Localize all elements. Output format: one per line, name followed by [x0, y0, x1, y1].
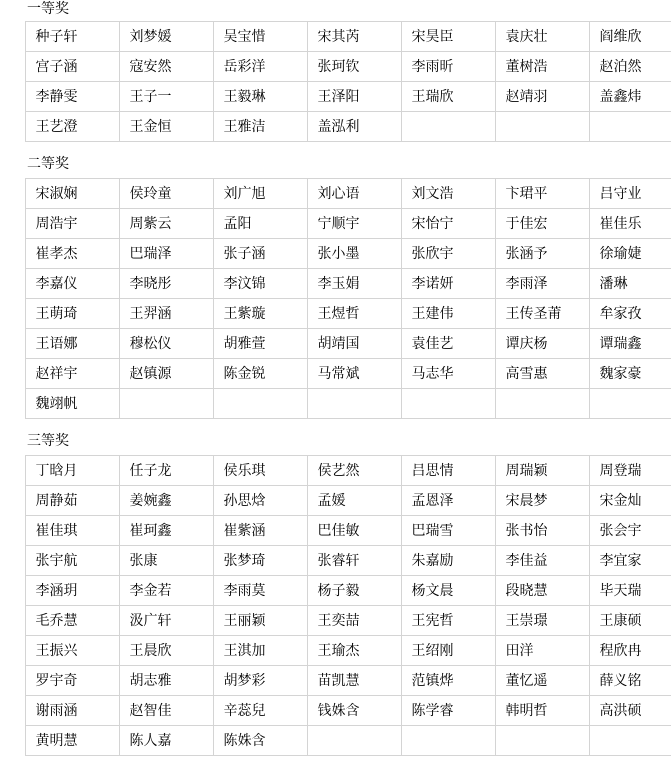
student-name-cell: 周浩宇 — [25, 209, 119, 239]
student-name-cell: 辛蕊兒 — [213, 696, 307, 726]
student-name-cell: 王子一 — [119, 82, 213, 112]
student-name-cell: 宋晨梦 — [495, 486, 589, 516]
student-name-cell: 张宇航 — [25, 546, 119, 576]
table-row — [0, 486, 671, 516]
student-name-cell: 陈金锐 — [213, 359, 307, 389]
table-row — [0, 112, 671, 142]
student-name-cell: 宁顺宇 — [307, 209, 401, 239]
row-indent — [0, 22, 25, 52]
table-row — [0, 389, 671, 419]
student-name-cell: 毛乔慧 — [25, 606, 119, 636]
student-name-cell: 侯艺然 — [307, 456, 401, 486]
student-name-cell: 高雪惠 — [495, 359, 589, 389]
table-row — [0, 209, 671, 239]
student-name-cell: 宋怡宁 — [401, 209, 495, 239]
student-name-cell: 孟媛 — [307, 486, 401, 516]
award-table — [0, 455, 671, 756]
student-name-cell: 王萌琦 — [25, 299, 119, 329]
award-table — [0, 178, 671, 419]
student-name-cell: 刘梦媛 — [119, 22, 213, 52]
student-name-cell: 王瑜杰 — [307, 636, 401, 666]
row-indent — [0, 359, 25, 389]
student-name-cell: 周静茹 — [25, 486, 119, 516]
student-name-cell: 胡雅萱 — [213, 329, 307, 359]
student-name-cell: 巴瑞雪 — [401, 516, 495, 546]
student-name-cell: 于佳宏 — [495, 209, 589, 239]
row-indent — [0, 52, 25, 82]
table-row — [0, 329, 671, 359]
student-name-cell — [495, 389, 589, 419]
student-name-cell: 吴宝惜 — [213, 22, 307, 52]
student-name-cell: 毕天瑞 — [589, 576, 671, 606]
section-title: 三等奖 — [27, 433, 69, 449]
student-name-cell: 卞珺平 — [495, 179, 589, 209]
student-name-cell: 陈人嘉 — [119, 726, 213, 756]
student-name-cell: 巴瑞泽 — [119, 239, 213, 269]
table-row — [0, 359, 671, 389]
row-indent — [0, 239, 25, 269]
table-row — [0, 576, 671, 606]
student-name-cell: 姜婉鑫 — [119, 486, 213, 516]
student-name-cell — [213, 389, 307, 419]
student-name-cell: 王瑞欣 — [401, 82, 495, 112]
student-name-cell: 高洪硕 — [589, 696, 671, 726]
student-name-cell: 李雨莫 — [213, 576, 307, 606]
student-name-cell: 穆松仪 — [119, 329, 213, 359]
student-name-cell: 马常斌 — [307, 359, 401, 389]
student-name-cell: 牟家孜 — [589, 299, 671, 329]
student-name-cell: 王崇璟 — [495, 606, 589, 636]
student-name-cell: 范镇烨 — [401, 666, 495, 696]
student-name-cell: 胡志雅 — [119, 666, 213, 696]
student-name-cell: 张梦琦 — [213, 546, 307, 576]
student-name-cell: 孟阳 — [213, 209, 307, 239]
student-name-cell: 张子涵 — [213, 239, 307, 269]
student-name-cell: 李宜家 — [589, 546, 671, 576]
student-name-cell: 宋其芮 — [307, 22, 401, 52]
student-name-cell — [589, 112, 671, 142]
student-name-cell: 王康硕 — [589, 606, 671, 636]
student-name-cell: 吕守业 — [589, 179, 671, 209]
student-name-cell: 王金恒 — [119, 112, 213, 142]
student-name-cell: 孟恩泽 — [401, 486, 495, 516]
student-name-cell: 王紫璇 — [213, 299, 307, 329]
table-row — [0, 82, 671, 112]
student-name-cell: 谭瑞鑫 — [589, 329, 671, 359]
student-name-cell: 周登瑞 — [589, 456, 671, 486]
student-name-cell: 袁庆壮 — [495, 22, 589, 52]
student-name-cell: 丁晗月 — [25, 456, 119, 486]
student-name-cell: 李玉娟 — [307, 269, 401, 299]
student-name-cell: 盖泓利 — [307, 112, 401, 142]
student-name-cell: 程欣冉 — [589, 636, 671, 666]
student-name-cell: 崔佳琪 — [25, 516, 119, 546]
student-name-cell: 董忆遥 — [495, 666, 589, 696]
student-name-cell: 王建伟 — [401, 299, 495, 329]
student-name-cell — [307, 726, 401, 756]
student-name-cell: 宋金灿 — [589, 486, 671, 516]
row-indent — [0, 329, 25, 359]
student-name-cell: 张康 — [119, 546, 213, 576]
student-name-cell: 马志华 — [401, 359, 495, 389]
student-name-cell: 刘心语 — [307, 179, 401, 209]
student-name-cell: 张涵予 — [495, 239, 589, 269]
row-indent — [0, 666, 25, 696]
student-name-cell: 陈学睿 — [401, 696, 495, 726]
student-name-cell: 崔孝杰 — [25, 239, 119, 269]
row-indent — [0, 456, 25, 486]
student-name-cell: 王煜哲 — [307, 299, 401, 329]
student-name-cell: 李汶锦 — [213, 269, 307, 299]
student-name-cell: 李雨泽 — [495, 269, 589, 299]
student-name-cell: 罗宇奇 — [25, 666, 119, 696]
student-name-cell: 张欣宇 — [401, 239, 495, 269]
student-name-cell: 王泽阳 — [307, 82, 401, 112]
student-name-cell: 孙思焓 — [213, 486, 307, 516]
student-name-cell: 侯玲童 — [119, 179, 213, 209]
row-indent — [0, 269, 25, 299]
section-title: 二等奖 — [27, 156, 69, 172]
student-name-cell: 段晓慧 — [495, 576, 589, 606]
student-name-cell: 王雅洁 — [213, 112, 307, 142]
row-indent — [0, 606, 25, 636]
student-name-cell: 李雨昕 — [401, 52, 495, 82]
row-indent — [0, 726, 25, 756]
student-name-cell: 王艺澄 — [25, 112, 119, 142]
row-indent — [0, 486, 25, 516]
student-name-cell: 田洋 — [495, 636, 589, 666]
student-name-cell: 李晓彤 — [119, 269, 213, 299]
student-name-cell: 岳彩洋 — [213, 52, 307, 82]
student-name-cell: 钱姝含 — [307, 696, 401, 726]
student-name-cell: 胡靖国 — [307, 329, 401, 359]
student-name-cell: 韩明哲 — [495, 696, 589, 726]
student-name-cell: 刘文浩 — [401, 179, 495, 209]
student-name-cell: 阎维欣 — [589, 22, 671, 52]
student-name-cell: 杨文晨 — [401, 576, 495, 606]
student-name-cell: 寇安然 — [119, 52, 213, 82]
student-name-cell: 崔紫涵 — [213, 516, 307, 546]
student-name-cell: 李佳益 — [495, 546, 589, 576]
table-row — [0, 179, 671, 209]
table-row — [0, 456, 671, 486]
student-name-cell: 董树浩 — [495, 52, 589, 82]
student-name-cell: 李嘉仪 — [25, 269, 119, 299]
student-name-cell: 李涵玥 — [25, 576, 119, 606]
student-name-cell: 黄明慧 — [25, 726, 119, 756]
student-name-cell: 张珂钦 — [307, 52, 401, 82]
student-name-cell: 王宪哲 — [401, 606, 495, 636]
student-name-cell: 张会宇 — [589, 516, 671, 546]
student-name-cell: 李金若 — [119, 576, 213, 606]
student-name-cell: 袁佳艺 — [401, 329, 495, 359]
student-name-cell: 赵泊然 — [589, 52, 671, 82]
student-name-cell — [401, 389, 495, 419]
row-indent — [0, 546, 25, 576]
student-name-cell: 苗凯慧 — [307, 666, 401, 696]
student-name-cell: 刘广旭 — [213, 179, 307, 209]
student-name-cell: 宫子涵 — [25, 52, 119, 82]
student-name-cell: 王毅琳 — [213, 82, 307, 112]
row-indent — [0, 516, 25, 546]
student-name-cell: 盖鑫炜 — [589, 82, 671, 112]
student-name-cell: 王绍刚 — [401, 636, 495, 666]
student-name-cell — [495, 112, 589, 142]
student-name-cell: 王传圣莆 — [495, 299, 589, 329]
table-row — [0, 636, 671, 666]
row-indent — [0, 576, 25, 606]
student-name-cell: 谢雨涵 — [25, 696, 119, 726]
student-name-cell: 潘琳 — [589, 269, 671, 299]
student-name-cell: 张小墨 — [307, 239, 401, 269]
award-table — [0, 21, 671, 142]
student-name-cell: 崔珂鑫 — [119, 516, 213, 546]
student-name-cell: 张书怡 — [495, 516, 589, 546]
student-name-cell: 王振兴 — [25, 636, 119, 666]
student-name-cell: 王奕喆 — [307, 606, 401, 636]
student-name-cell: 王丽颖 — [213, 606, 307, 636]
row-indent — [0, 696, 25, 726]
table-row — [0, 666, 671, 696]
student-name-cell: 王淇加 — [213, 636, 307, 666]
student-name-cell: 赵镇源 — [119, 359, 213, 389]
student-name-cell: 赵智佳 — [119, 696, 213, 726]
row-indent — [0, 82, 25, 112]
student-name-cell: 吕思情 — [401, 456, 495, 486]
student-name-cell: 宋昊臣 — [401, 22, 495, 52]
student-name-cell: 崔佳乐 — [589, 209, 671, 239]
row-indent — [0, 179, 25, 209]
student-name-cell: 张睿轩 — [307, 546, 401, 576]
student-name-cell: 王语娜 — [25, 329, 119, 359]
student-name-cell: 赵靖羽 — [495, 82, 589, 112]
table-row — [0, 52, 671, 82]
student-name-cell: 任子龙 — [119, 456, 213, 486]
student-name-cell: 宋淑娴 — [25, 179, 119, 209]
table-row — [0, 696, 671, 726]
student-name-cell: 种子轩 — [25, 22, 119, 52]
table-row — [0, 516, 671, 546]
student-name-cell: 杨子毅 — [307, 576, 401, 606]
table-row — [0, 239, 671, 269]
student-name-cell: 侯乐琪 — [213, 456, 307, 486]
student-name-cell: 周紫云 — [119, 209, 213, 239]
student-name-cell — [401, 726, 495, 756]
table-row — [0, 299, 671, 329]
student-name-cell: 薛义铭 — [589, 666, 671, 696]
row-indent — [0, 299, 25, 329]
student-name-cell: 魏家豪 — [589, 359, 671, 389]
student-name-cell: 王晨欣 — [119, 636, 213, 666]
table-row — [0, 606, 671, 636]
row-indent — [0, 389, 25, 419]
table-row — [0, 269, 671, 299]
student-name-cell: 陈姝含 — [213, 726, 307, 756]
student-name-cell: 朱嘉励 — [401, 546, 495, 576]
row-indent — [0, 636, 25, 666]
student-name-cell — [401, 112, 495, 142]
student-name-cell: 徐瑜婕 — [589, 239, 671, 269]
row-indent — [0, 209, 25, 239]
row-indent — [0, 112, 25, 142]
student-name-cell: 汲广轩 — [119, 606, 213, 636]
student-name-cell: 谭庆杨 — [495, 329, 589, 359]
table-row — [0, 726, 671, 756]
student-name-cell — [589, 389, 671, 419]
student-name-cell: 李诺妍 — [401, 269, 495, 299]
student-name-cell: 王羿涵 — [119, 299, 213, 329]
student-name-cell — [495, 726, 589, 756]
student-name-cell: 李静雯 — [25, 82, 119, 112]
student-name-cell — [307, 389, 401, 419]
student-name-cell — [589, 726, 671, 756]
student-name-cell — [119, 389, 213, 419]
table-row — [0, 22, 671, 52]
student-name-cell: 赵祥宇 — [25, 359, 119, 389]
student-name-cell: 魏翊帆 — [25, 389, 119, 419]
student-name-cell: 胡梦彩 — [213, 666, 307, 696]
section-title: 一等奖 — [27, 1, 69, 17]
student-name-cell: 周瑞颖 — [495, 456, 589, 486]
table-row — [0, 546, 671, 576]
student-name-cell: 巴佳敏 — [307, 516, 401, 546]
